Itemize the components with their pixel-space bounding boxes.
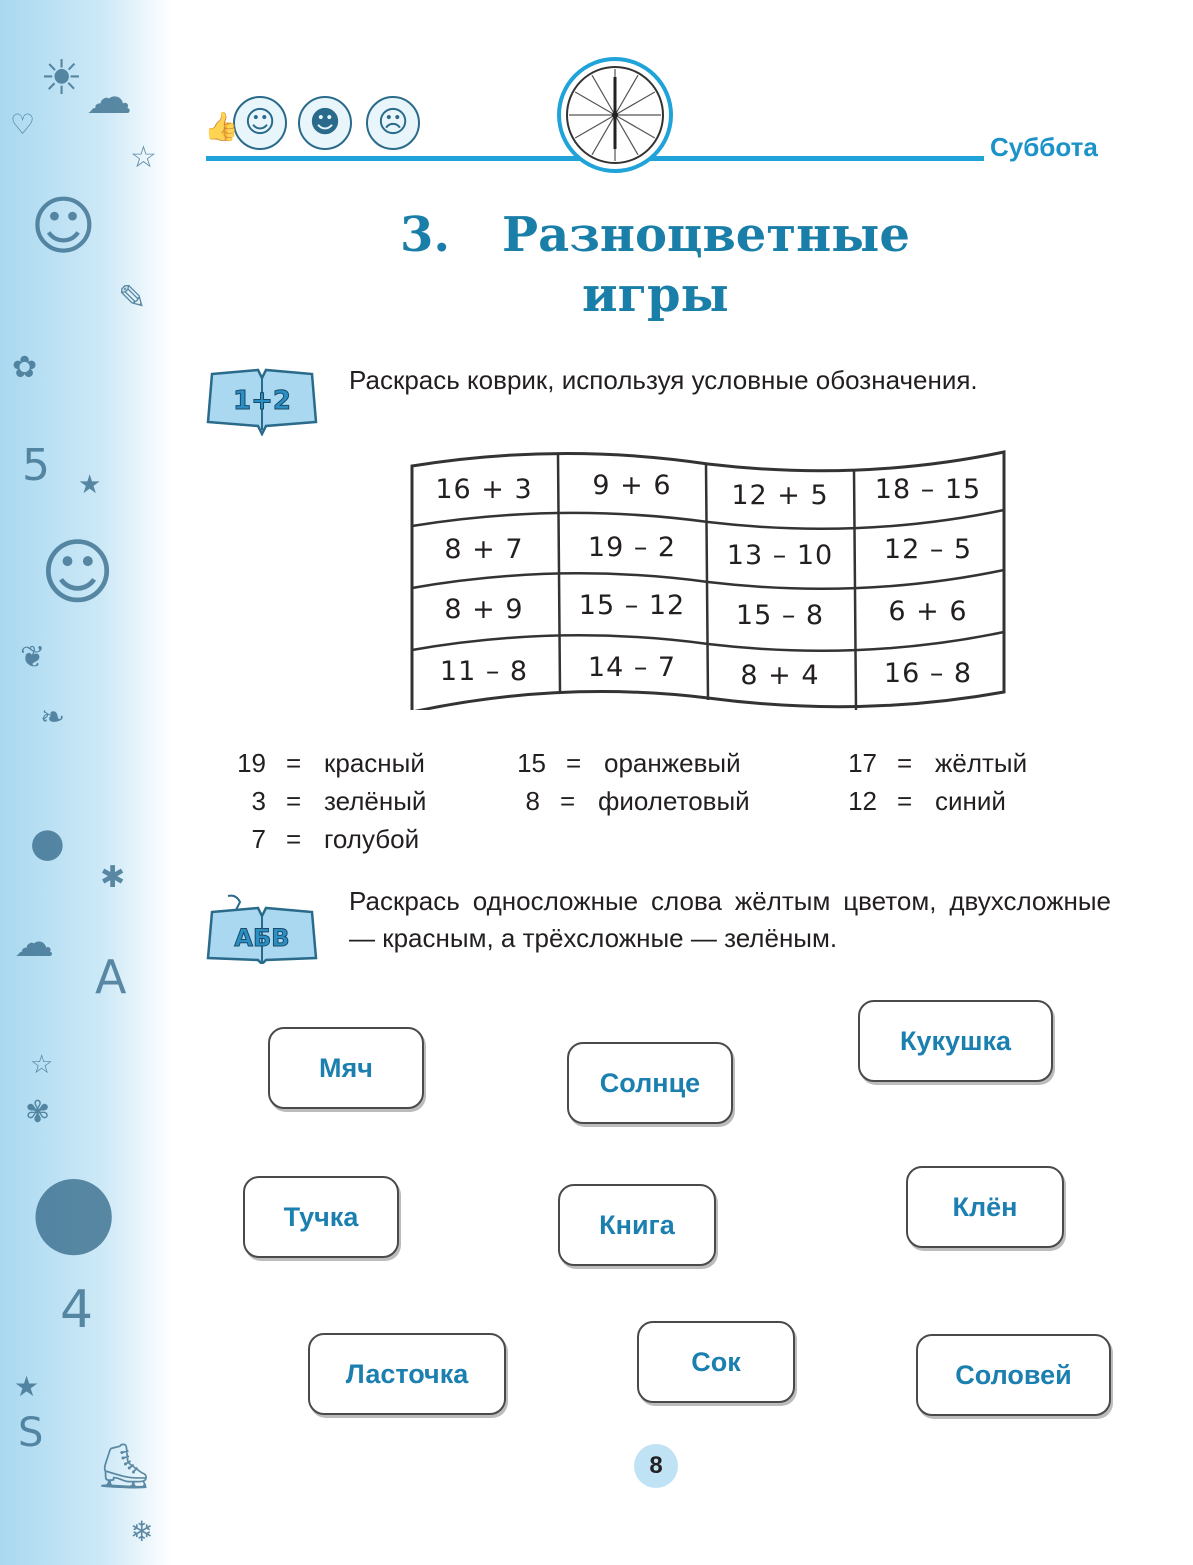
letter-a-book-icon: A (95, 950, 127, 1004)
legend-number: 8 (525, 786, 540, 816)
butterfly-icon: ✾ (25, 1095, 51, 1130)
legend-number: 19 (237, 748, 266, 778)
apple-icon: ● (30, 820, 65, 866)
face-icon-smile: ☻ (298, 96, 352, 150)
legend-number: 3 (251, 786, 266, 816)
child-face-icon: ☺ (30, 190, 97, 264)
mat-cell[interactable]: 8 + 9 (444, 594, 524, 625)
snowflake-icon: ❄ (130, 1515, 154, 1548)
word-box[interactable]: Ласточка (308, 1333, 506, 1415)
cloud-icon-2: ☁ (14, 920, 54, 966)
legend-color: жёлтый (935, 748, 1028, 778)
number-five-icon: 5 (22, 440, 50, 491)
math-book-label: 1+2 (233, 386, 291, 416)
math-mat (410, 448, 1008, 718)
task1-instruction: Раскрась коврик, используя условные обозначения. (349, 365, 978, 395)
word-box[interactable]: Мяч (268, 1027, 424, 1109)
child-jumping-icon: ☺ (40, 530, 116, 614)
legend-equals: = (286, 786, 302, 816)
globe-icon: ● (30, 1150, 118, 1267)
abc-book-icon (206, 892, 318, 964)
thumbs-up-icon: 👍 (204, 110, 239, 143)
fish-icon: ❧ (40, 700, 66, 735)
skate-icon: ⛸ (96, 1441, 152, 1492)
legend-equals: = (566, 748, 582, 778)
mat-cell[interactable]: 15 – 12 (578, 590, 686, 621)
mat-cell[interactable]: 14 – 7 (587, 652, 677, 683)
sparkle-icon: ✱ (100, 860, 126, 895)
mat-cell[interactable]: 12 + 5 (731, 480, 829, 511)
math-book-icon (206, 364, 318, 436)
word-box[interactable]: Солнце (567, 1042, 733, 1124)
word-box[interactable]: Кукушка (858, 1000, 1053, 1082)
title-line-1: Разноцветные (502, 207, 910, 263)
legend-equals: = (560, 786, 576, 816)
legend-number: 15 (517, 748, 546, 778)
mat-cell[interactable]: 6 + 6 (888, 596, 968, 627)
star-icon-4: ★ (14, 1370, 40, 1403)
decorative-sidebar (0, 0, 172, 1565)
legend-equals: = (286, 824, 302, 854)
star-icon-2: ★ (78, 470, 102, 500)
sun-icon: ☀ (40, 50, 84, 106)
legend-color: синий (935, 786, 1006, 816)
star-icon-3: ☆ (30, 1050, 54, 1080)
heart-icon: ♡ (10, 108, 36, 141)
legend-color: оранжевый (604, 748, 741, 778)
legend-equals: = (897, 748, 913, 778)
word-box[interactable]: Тучка (243, 1176, 399, 1258)
mat-cell[interactable]: 16 + 3 (435, 474, 533, 505)
mat-cell[interactable]: 19 – 2 (587, 532, 677, 563)
legend-equals: = (897, 786, 913, 816)
clock-icon (557, 57, 673, 173)
legend-number: 7 (251, 824, 266, 854)
title-number: 3. (400, 207, 451, 263)
face-icon-happy: ☺ (233, 96, 287, 150)
legend-equals: = (286, 748, 302, 778)
cloud-icon: ☁ (86, 70, 132, 124)
legend-number: 12 (848, 786, 877, 816)
mat-cell[interactable]: 8 + 7 (444, 534, 524, 565)
mat-cell[interactable]: 15 – 8 (735, 600, 825, 631)
legend-color: голубой (324, 824, 420, 854)
mat-cell[interactable]: 9 + 6 (592, 470, 672, 501)
abc-book-label: АБВ (234, 924, 290, 952)
number-four-icon: 4 (60, 1280, 94, 1340)
mat-cell[interactable]: 12 – 5 (883, 534, 973, 565)
title-line-2: игры (582, 267, 729, 323)
mat-cell[interactable]: 13 – 10 (726, 540, 834, 571)
flower-icon: ✿ (12, 350, 38, 385)
mat-cell[interactable]: 18 – 15 (874, 474, 982, 505)
legend-number: 17 (848, 748, 877, 778)
day-label: Суббота (990, 132, 1098, 162)
mat-cell[interactable]: 16 – 8 (883, 658, 973, 689)
legend-color: красный (324, 748, 425, 778)
word-box[interactable]: Сок (637, 1321, 795, 1403)
palette-icon: ✎ (118, 278, 147, 318)
word-box[interactable]: Книга (558, 1184, 716, 1266)
word-box[interactable]: Соловей (916, 1334, 1111, 1416)
leaf-icon: ❦ (20, 640, 46, 675)
mat-cell[interactable]: 11 – 8 (439, 656, 529, 687)
letter-s-icon: S (18, 1410, 44, 1456)
face-icon-dizzy: ☹ (366, 96, 420, 150)
page-number: 8 (634, 1444, 678, 1488)
legend-color: зелёный (324, 786, 427, 816)
word-box[interactable]: Клён (906, 1166, 1064, 1248)
task2-instruction: Раскрась односложные слова жёлтым цветом, двухсложные — красным, а трёхсложные — зелёным. (349, 886, 1111, 953)
mat-cell[interactable]: 8 + 4 (740, 660, 820, 691)
star-icon: ☆ (130, 140, 157, 175)
legend-color: фиолетовый (598, 786, 750, 816)
